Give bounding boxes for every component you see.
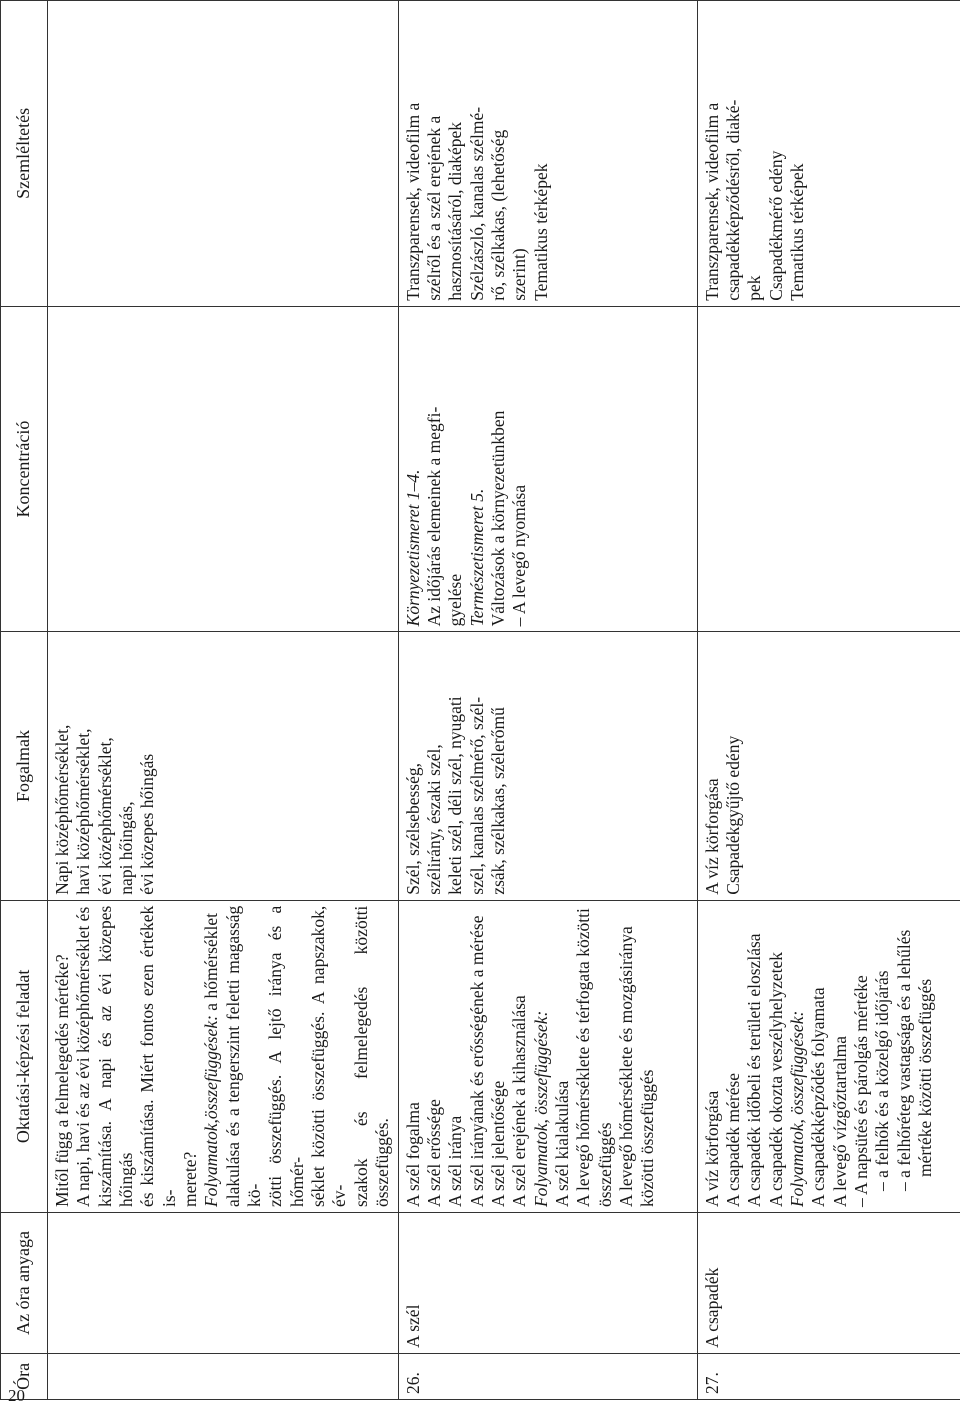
text-line: A csapadékképződés folyamata: [808, 987, 829, 1208]
text-line: Csapadékgyűjtő edény: [722, 735, 743, 895]
text-line: csapadékképződésről, diaké-: [722, 99, 743, 301]
text-line: zsák, szélkakas, szélerőmű: [487, 707, 508, 895]
text-line: A csapadék okozta veszélyhelyzetek: [765, 951, 786, 1208]
text-line: szélirány, északi szél,: [423, 744, 444, 895]
text-line: [201, 906, 222, 1207]
text-line: Napi középhőmérséklet,: [52, 724, 72, 895]
cell-ora: 26.: [398, 1353, 697, 1399]
cell-koncentracio: [697, 306, 960, 632]
table-row: [48, 1, 399, 1400]
text-line: Szél, szélsebesség,: [402, 763, 423, 895]
header-koncentracio: Koncentráció: [1, 306, 48, 632]
cell-anyag: [48, 1213, 399, 1354]
cell-fogalmak: [398, 632, 697, 900]
cell-fogalmak: [697, 632, 960, 900]
text-line: Változások a környezetünkben: [487, 410, 508, 627]
text-line: évi középhőmérséklet,: [94, 737, 115, 895]
text-line: A szél fogalma: [402, 1102, 423, 1208]
text-line: Szélzászló, kanalas szélmé-: [466, 106, 487, 301]
italic-label: Folyamatok, összefüggések:: [786, 1010, 807, 1208]
cell-fogalmak: [48, 632, 399, 900]
cell-szemleltetes: [697, 1, 960, 307]
text-line: és kiszámítása. Miért fontos ezen értékek is-: [137, 905, 179, 1208]
text-line: merete?: [180, 1151, 201, 1208]
text-line: séklet közötti összefüggés. A napszakok, év-: [308, 905, 350, 1208]
text-fragment: a hőmérséklet: [201, 913, 222, 1016]
cell-szemleltetes: [48, 1, 399, 307]
text-line: Tematikus térképek: [530, 163, 551, 301]
text-line: szakok és felmelegedés közötti összefüggés.: [350, 905, 393, 1208]
header-feladat: Oktatási-képzési feladat: [1, 900, 48, 1212]
text-line: havi középhőmérséklet,: [73, 728, 94, 895]
text-line: gyelése: [445, 573, 466, 627]
text-line: A levegő vízgőztartalma: [829, 1036, 850, 1208]
cell-feladat: [697, 900, 960, 1212]
text-line: rő, szélkakas, (lehetőség: [487, 129, 508, 301]
text-line: A napi, havi és az évi középhőmérséklet és: [73, 906, 94, 1208]
cell-koncentracio: [398, 306, 697, 632]
cell-koncentracio: [48, 306, 399, 632]
text-line: Transzparensek, videofilm a: [701, 102, 722, 301]
cell-feladat: [48, 900, 399, 1212]
table-row: [697, 1, 960, 1400]
text-line: A szél kialakulása: [551, 1080, 572, 1208]
text-line: A csapadék mérése: [722, 1072, 743, 1208]
cell-ora: [48, 1353, 399, 1399]
text-line: A csapadék időbeli és területi eloszlása: [744, 933, 765, 1208]
text-line: összefüggés: [594, 1122, 615, 1208]
text-line: szerint): [509, 248, 530, 301]
text-line: Mitől függ a felmelegedés mértéke?: [52, 954, 72, 1208]
text-line: A szél iránya: [445, 1115, 466, 1208]
table-header-row: [1, 1, 48, 1400]
italic-label: Környezetismeret 1–4.: [402, 469, 423, 627]
text-line: szélről és a szél erejének a: [423, 115, 444, 301]
cell-anyag: A szél: [398, 1213, 697, 1354]
text-line: Csapadékmérő edény: [765, 150, 786, 301]
cell-ora: 27.: [697, 1353, 960, 1399]
text-line: A víz körforgása: [701, 778, 722, 895]
header-szemleltetes: Szemléltetés: [1, 1, 48, 307]
text-line: kiszámítása. A napi és az évi közepes hőingás: [94, 905, 137, 1208]
text-line: A víz körforgása: [701, 1090, 722, 1208]
text-line: – A levegő nyomása: [509, 484, 530, 627]
header-ora: Óra: [1, 1353, 48, 1399]
text-line: Transzparensek, videofilm a: [402, 102, 423, 301]
text-line: keleti szél, déli szél, nyugati: [445, 696, 466, 895]
header-anyag: Az óra anyaga: [1, 1213, 48, 1354]
text-line: mértéke közötti összefüggés: [914, 978, 935, 1178]
text-line: közötti összefüggés: [637, 1069, 658, 1208]
italic-label: Folyamatok,összefüggések:: [201, 1015, 222, 1208]
text-line: – a felhőréteg vastagsága és a lehűlés: [893, 929, 914, 1192]
text-line: Az időjárás elemeinek a megfi-: [423, 406, 444, 627]
cell-szemleltetes: [398, 1, 697, 307]
header-fogalmak: Fogalmak: [1, 632, 48, 900]
cell-feladat: [398, 900, 697, 1212]
text-line: – a felhők és a közelgő időjárás: [872, 970, 893, 1192]
text-line: szél, kanalas szélmérő, szél-: [466, 696, 487, 895]
italic-label: Folyamatok, összefüggések:: [530, 1010, 551, 1208]
text-line: hasznosításáról, diaképek: [445, 121, 466, 301]
page-number: 20: [8, 1386, 25, 1405]
text-line: évi közepes hőingás: [137, 753, 158, 895]
text-line: alakulása és a tengerszint feletti magasság kö-: [222, 905, 265, 1208]
text-line: pek: [744, 275, 765, 301]
italic-label: Természetismeret 5.: [466, 488, 487, 627]
text-line: napi hőingás,: [116, 801, 137, 895]
cell-anyag: A csapadék: [697, 1213, 960, 1354]
text-line: – A napsütés és párolgás mértéke: [850, 975, 871, 1208]
table-row: [398, 1, 697, 1400]
text-line: A szél jelentősége: [487, 1080, 508, 1208]
text-line: A szél erőssége: [423, 1099, 444, 1208]
text-line: A levegő hőmérséklete és mozgásiránya: [615, 926, 636, 1208]
text-line: Tematikus térképek: [786, 163, 807, 301]
text-line: A szél erejének a kihasználása: [509, 995, 530, 1208]
text-line: A szél irányának és erősségének a mérése: [466, 915, 487, 1208]
text-line: zötti összefüggés. A lejtő iránya és a hőmér-: [265, 905, 307, 1208]
text-line: A levegő hőmérséklete és térfogata közötti: [573, 908, 594, 1208]
